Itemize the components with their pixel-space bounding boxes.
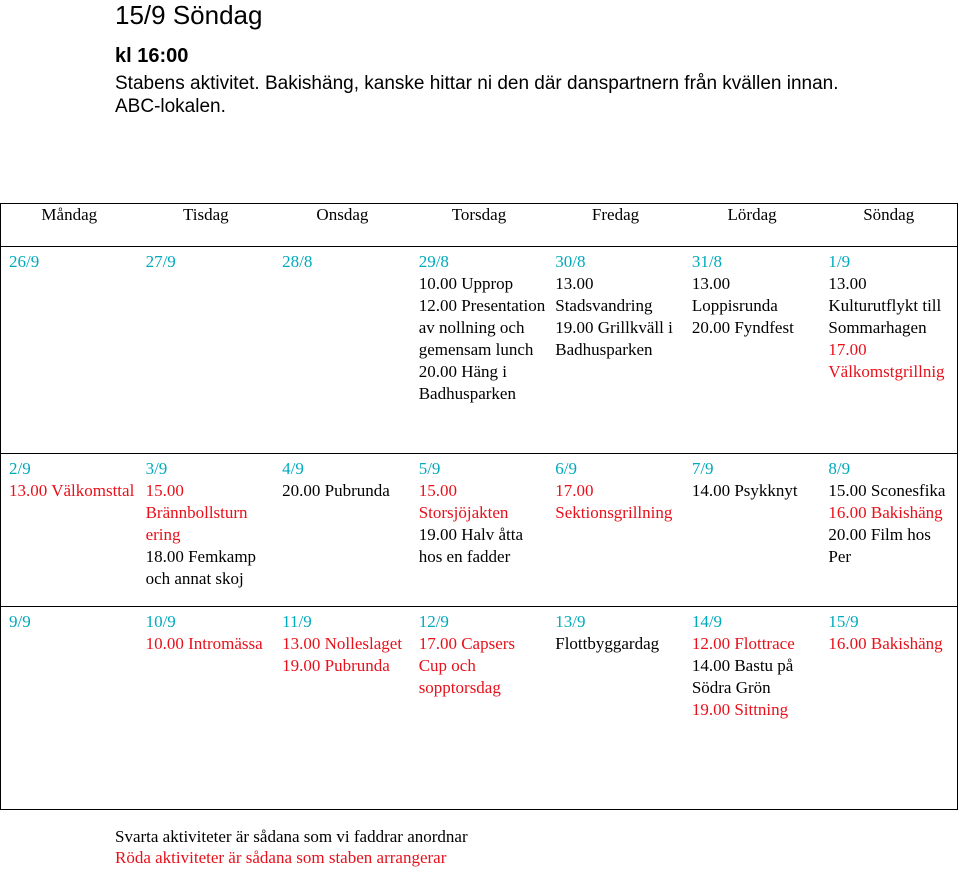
- day-cell: [138, 247, 275, 407]
- day-cell: [547, 454, 684, 592]
- weekday-header-row: [1, 204, 958, 247]
- activity-item: 12.00 Presentation av nollning och gemensam lunch: [418, 296, 546, 359]
- day-cell: [274, 607, 411, 723]
- page-title: 15/9 Söndag: [115, 0, 263, 30]
- day-header-monday: Måndag: [41, 205, 98, 224]
- activity-item: 13.00 Kulturutflykt till Sommarhagen: [828, 274, 942, 337]
- activity-item: 17.00 Capsers Cup och sopptorsdag: [418, 634, 516, 697]
- day-date: 4/9: [282, 459, 304, 478]
- legend-red-note: Röda aktiviteter är sådana som staben arrangerar: [115, 848, 447, 867]
- day-date: 11/9: [282, 612, 312, 631]
- legend-black-note: Svarta aktiviteter är sådana som vi faddrar anordnar: [115, 827, 468, 846]
- day-date: 27/9: [145, 252, 176, 271]
- day-date: 12/9: [418, 612, 449, 631]
- day-date: 13/9: [555, 612, 586, 631]
- day-date: 6/9: [555, 459, 577, 478]
- activity-item: 12.00 Flottrace: [691, 634, 795, 653]
- activity-item: 20.00 Film hos Per: [828, 525, 931, 566]
- day-cell: [411, 247, 548, 407]
- day-cell: [547, 607, 684, 723]
- activity-item: 14.00 Bastu på Södra Grön: [691, 656, 794, 697]
- day-cell: [274, 247, 411, 407]
- day-date: 2/9: [9, 459, 31, 478]
- legend: [115, 826, 468, 868]
- day-cell: [1, 607, 138, 723]
- day-date: 1/9: [828, 252, 851, 271]
- day-date: 9/9: [9, 612, 31, 631]
- activity-item: 19.00 Grillkväll i Badhusparken: [555, 318, 673, 359]
- day-date: 7/9: [691, 459, 714, 478]
- activity-item: 20.00 Fyndfest: [691, 318, 794, 337]
- day-cell: [138, 607, 275, 723]
- activity-item: 20.00 Häng i Badhusparken: [418, 362, 516, 403]
- day-cell: [820, 247, 957, 407]
- activity-item: 17.00 Sektionsgrillning: [555, 481, 673, 522]
- event-time: kl 16:00: [115, 45, 189, 67]
- activity-item: 15.00 Sconesfika: [828, 481, 946, 500]
- activity-item: 13.00 Stadsvandring: [555, 274, 653, 315]
- day-date: 26/9: [9, 252, 40, 271]
- day-header-friday: Fredag: [591, 205, 640, 224]
- activity-item: 13.00 Nolleslaget: [282, 634, 403, 653]
- day-date: 28/8: [282, 252, 313, 271]
- activity-item: 19.00 Sittning: [691, 700, 789, 719]
- day-cell: [274, 454, 411, 592]
- day-header-saturday: Lördag: [727, 205, 777, 224]
- activity-item: 10.00 Intromässa: [145, 634, 263, 653]
- day-cell: [1, 247, 138, 407]
- activity-item: 17.00 Välkomstgrillnig: [828, 340, 945, 381]
- activity-item: 19.00 Pubrunda: [282, 656, 390, 675]
- day-date: 15/9: [828, 612, 859, 631]
- activity-item: 18.00 Femkamp och annat skoj: [145, 547, 257, 588]
- week-row: [1, 454, 958, 607]
- activity-item: Flottbyggardag: [555, 634, 660, 653]
- activity-item: 13.00 Välkomsttal: [9, 481, 135, 500]
- activity-item: 14.00 Psykknyt: [691, 481, 798, 500]
- activity-item: 16.00 Bakishäng: [828, 503, 943, 522]
- activity-item: 15.00 Storsjöjakten: [418, 481, 509, 522]
- week-row: [1, 247, 958, 454]
- day-cell: [1, 454, 138, 592]
- day-date: 10/9: [145, 612, 176, 631]
- day-date: 8/9: [828, 459, 851, 478]
- day-header-thursday: Torsdag: [451, 205, 507, 224]
- day-cell: [820, 454, 957, 592]
- day-cell: [684, 607, 821, 723]
- activity-item: 15.00 Brännbollsturn ering: [145, 481, 248, 544]
- day-cell: [138, 454, 275, 592]
- activity-item: 16.00 Bakishäng: [828, 634, 943, 653]
- day-date: 5/9: [418, 459, 441, 478]
- day-date: 31/8: [691, 252, 723, 271]
- day-header-wednesday: Onsdag: [316, 205, 369, 224]
- day-cell: [411, 607, 548, 723]
- day-cell: [684, 247, 821, 407]
- day-date: 14/9: [691, 612, 723, 631]
- activity-item: 19.00 Halv åtta hos en fadder: [418, 525, 524, 566]
- day-date: 29/8: [418, 252, 449, 271]
- activity-item: 10.00 Upprop: [418, 274, 514, 293]
- day-header-sunday: Söndag: [863, 205, 915, 224]
- activity-item: 20.00 Pubrunda: [282, 481, 390, 500]
- schedule-table: [0, 203, 958, 810]
- event-description: Stabens aktivitet. Bakishäng, kanske hittar ni den där danspartnern från kvällen innan. ABC-lokalen.: [115, 73, 839, 117]
- day-cell: [684, 454, 821, 592]
- day-cell: [820, 607, 957, 723]
- day-header-tuesday: Tisdag: [183, 205, 229, 224]
- day-cell: [547, 247, 684, 407]
- day-date: 30/8: [555, 252, 586, 271]
- day-cell: [411, 454, 548, 592]
- day-date: 3/9: [145, 459, 168, 478]
- week-row: [1, 607, 958, 810]
- activity-item: 13.00 Loppisrunda: [691, 274, 778, 315]
